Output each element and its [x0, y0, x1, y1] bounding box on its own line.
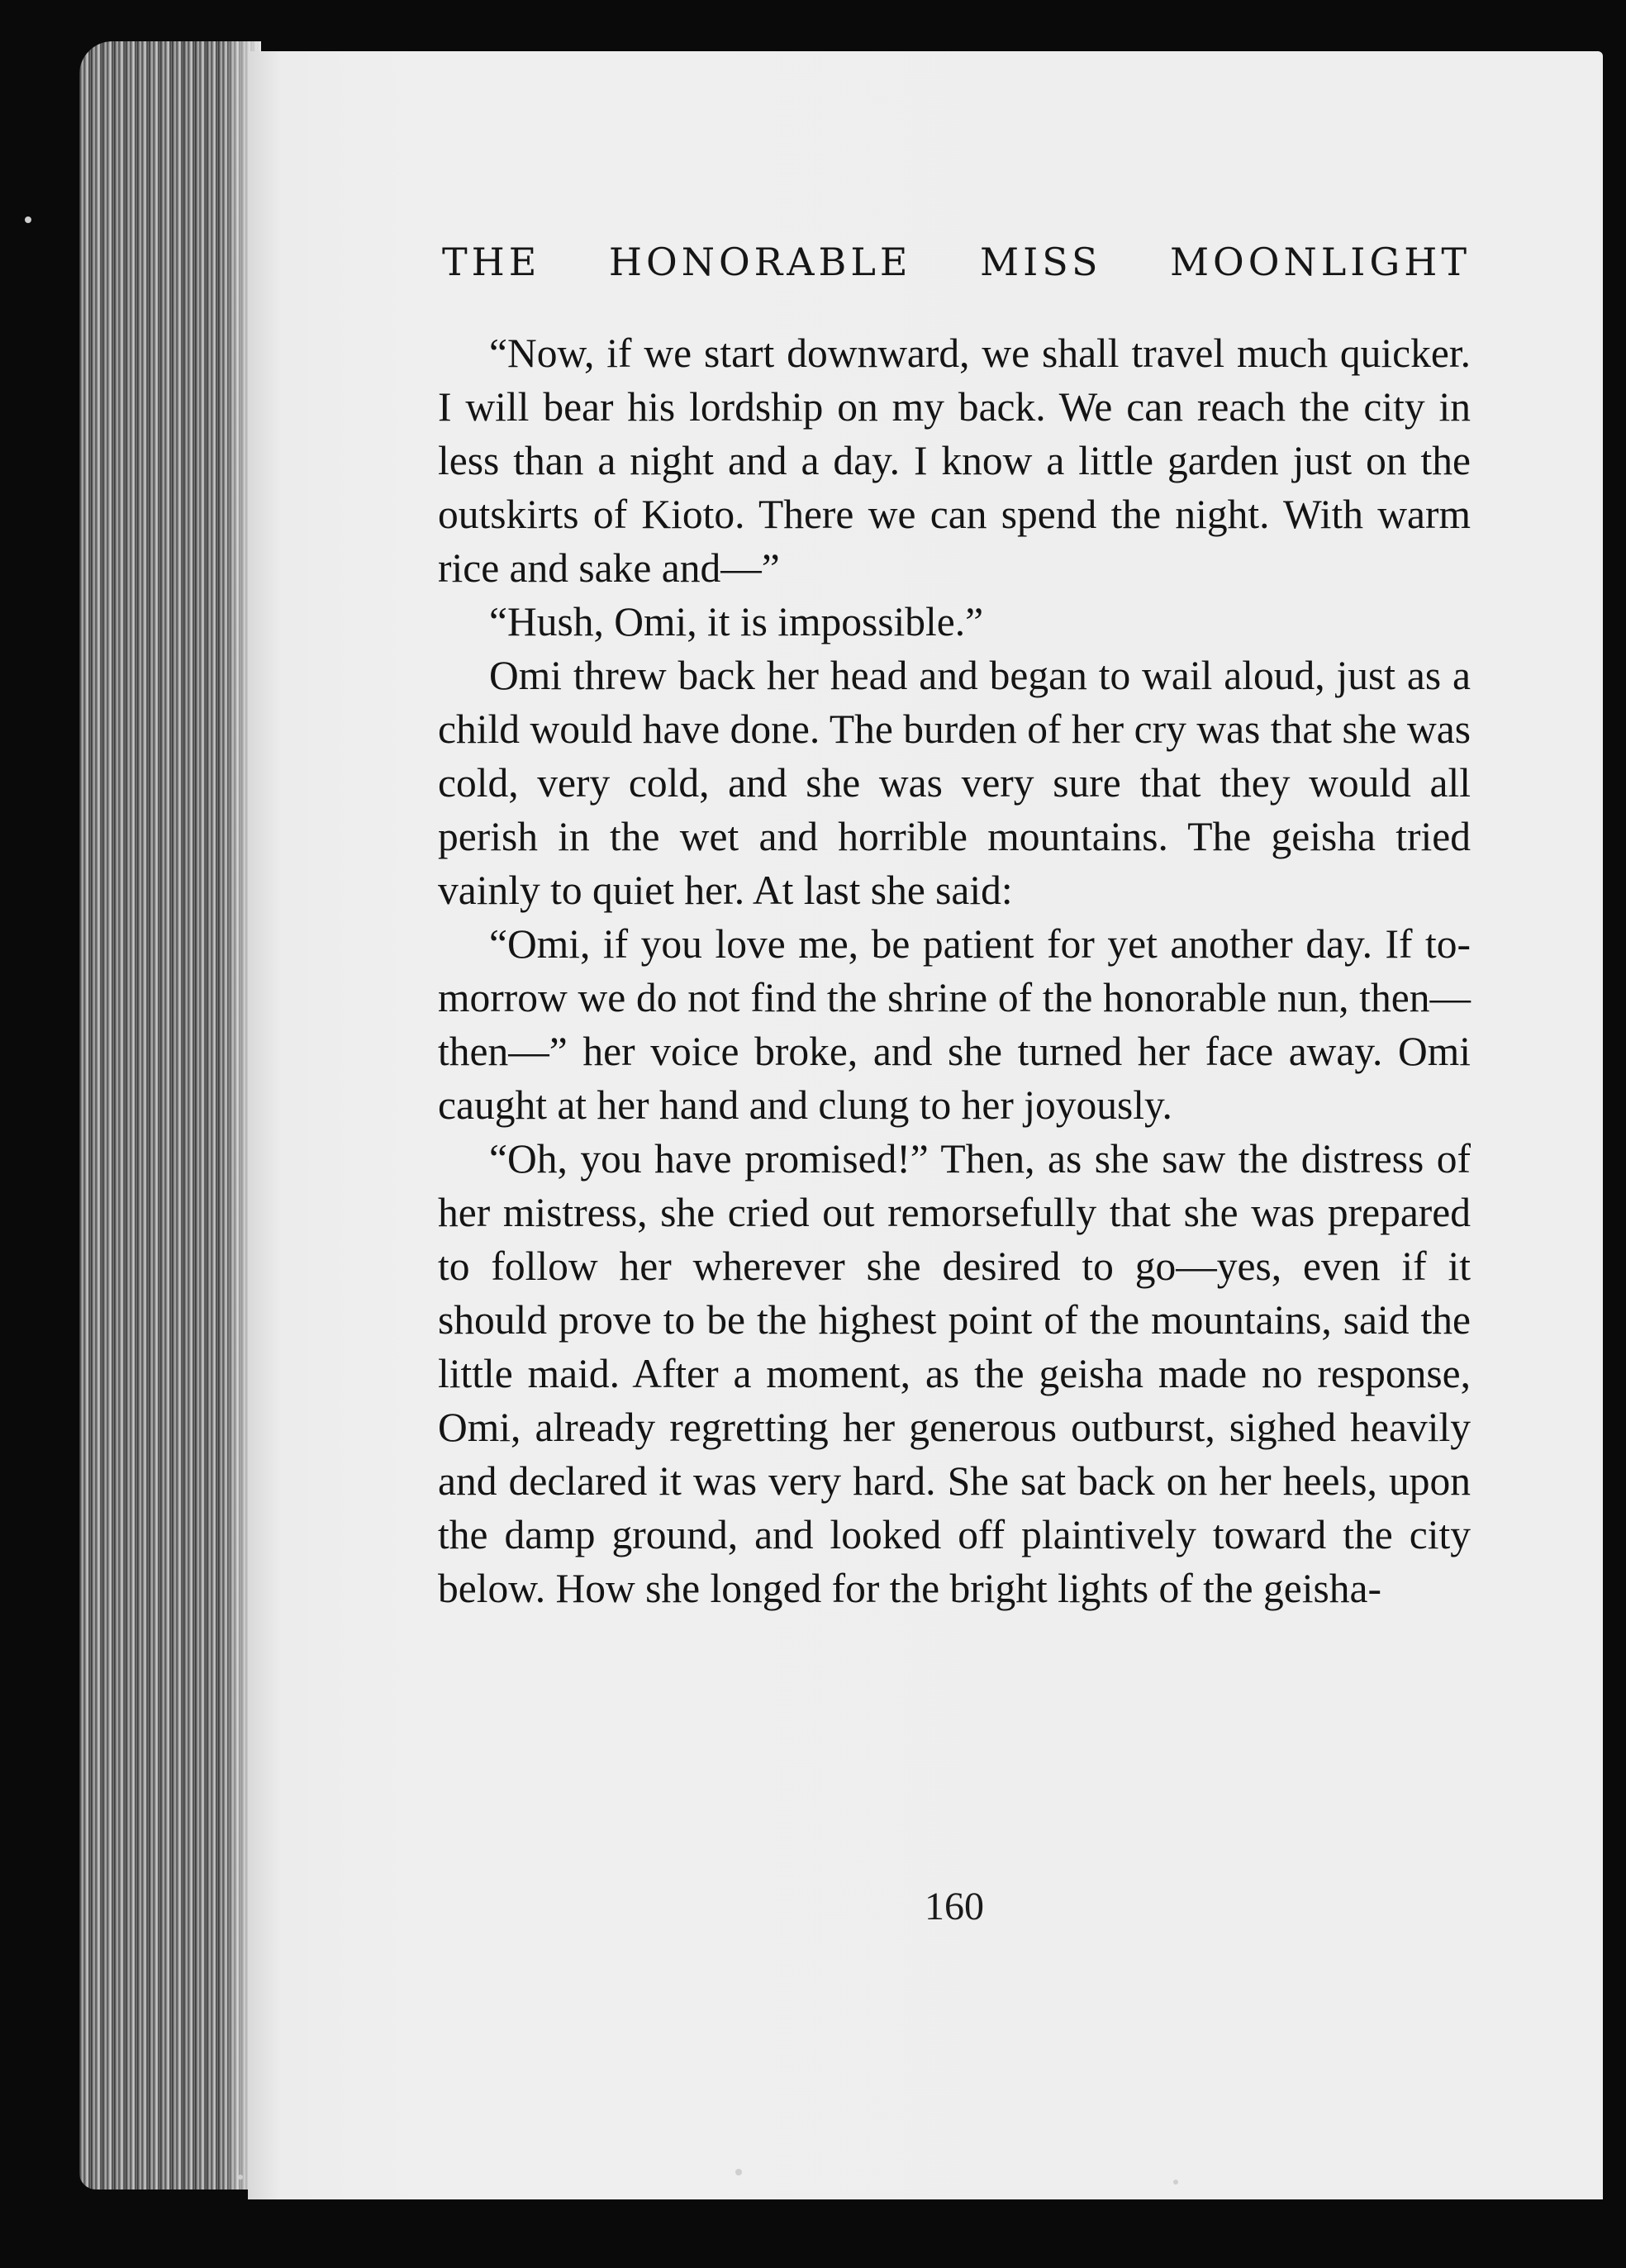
paragraph-1: “Now, if we start downward, we shall travel much quicker. I will bear his lordship on my back. We can reach the city in less than a night and a day. I know a little garden just on the outskirts of Kioto. There we can spend the night. With warm rice and sake and—” — [438, 330, 1471, 591]
scan-speck — [238, 2175, 243, 2180]
scan-speck — [1173, 2180, 1178, 2185]
paragraph-3: Omi threw back her head and began to wail aloud, just as a child would have done. The burden of her cry was that she was cold, very cold, and she was very sure that they would all perish in the wet and horrible mountains. The geisha tried vainly to quiet her. At last she said: — [438, 653, 1471, 913]
paragraph-2: “Hush, Omi, it is impossible.” — [489, 599, 984, 644]
scan-speck — [735, 2169, 742, 2175]
page-number: 160 — [925, 1885, 984, 1928]
book-page-edges — [79, 41, 261, 2190]
paragraph-4: “Omi, if you love me, be patient for yet another day. If to-morrow we do not find the shrine of the honorable nun, then—then—” her voice broke, and she turned her face away. Omi caught at her hand and clung to her joyously. — [438, 921, 1471, 1128]
body-text — [438, 326, 1471, 1615]
paragraph-5: “Oh, you have promised!” Then, as she saw the distress of her mistress, she cried out remorsefully that she was prepared to follow her wherever she desired to go—yes, even if it should prove to be the highest point of the mountains, said the little maid. After a moment, as the geisha made no response, Omi, already regretting her generous outburst, sighed heavily and declared it was very hard. She sat back on her heels, upon the damp ground, and looked off plaintively toward the city below. How she longed for the bright lights of the geisha- — [438, 1136, 1471, 1611]
scan-speck — [25, 216, 31, 223]
running-head: THE HONORABLE MISS MOONLIGHT — [442, 240, 1471, 284]
